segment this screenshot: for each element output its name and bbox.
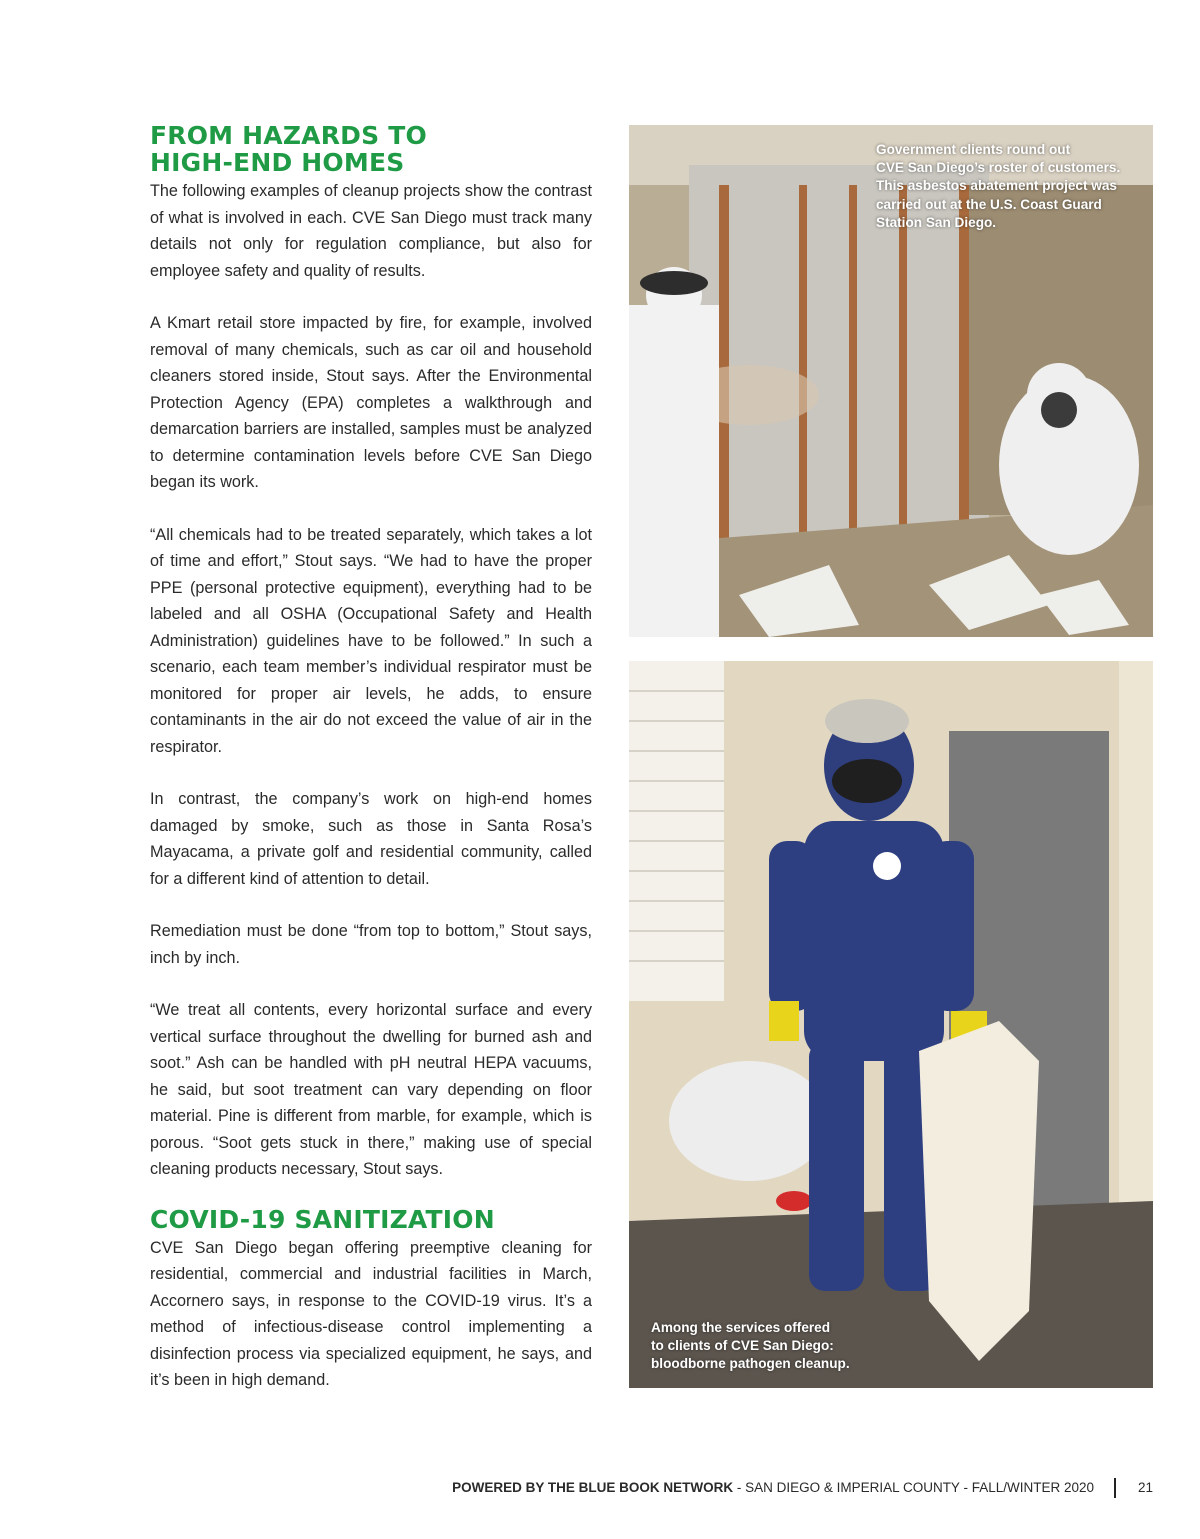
- caption-line: CVE San Diego’s roster of customers.: [876, 160, 1121, 176]
- paragraph: The following examples of cleanup projects show the contrast of what is involved in each. CVE San Diego must track many details not only for regulation compliance, but also for employee safety and quality of results.: [150, 182, 592, 280]
- caption-line: Station San Diego.: [876, 214, 997, 230]
- caption-line: bloodborne pathogen cleanup.: [651, 1356, 850, 1372]
- section-heading-hazards: [150, 122, 592, 176]
- paragraph: “We treat all contents, every horizontal surface and every vertical surface throughout the dwelling for burned ash and soot.” Ash can be handled with pH neutral HEPA vacuums, he said, but soot treatment can vary depending on floor material. Pine is different from marble, for example, which is porous. “Soot gets stuck in there,” making use of special cleaning products necessary, Stout says.: [150, 1001, 592, 1178]
- paragraph: CVE San Diego began offering preemptive cleaning for residential, commercial and industrial facilities in March, Accornero says, in response to the COVID-19 virus. It’s a method of infectious-disease control implementing a disinfection process via specialized equipment, he says, and it’s been in high demand.: [150, 1238, 592, 1389]
- article-column: [150, 122, 592, 1420]
- paragraph: In contrast, the company’s work on high-end homes damaged by smoke, such as those in Santa Rosa’s Mayacama, a private golf and residential community, called for a different kind of attention to detail.: [150, 790, 592, 888]
- heading-line: FROM HAZARDS TO: [150, 121, 427, 150]
- paragraph: Remediation must be done “from top to bottom,” Stout says, inch by inch.: [150, 922, 592, 967]
- section-heading-covid: COVID-19 SANITIZATION: [150, 1204, 495, 1234]
- caption-line: to clients of CVE San Diego:: [651, 1338, 834, 1354]
- footer-text: [452, 1480, 1094, 1495]
- heading-line: HIGH-END HOMES: [150, 148, 405, 177]
- footer-divider: [1114, 1478, 1116, 1498]
- photo-pathogen-illustration: [629, 661, 1153, 1388]
- paragraph: A Kmart retail store impacted by fire, for example, involved removal of many chemicals, such as car oil and household cleaners stored inside, Stout says. After the Environmental Protection Agency (EPA) completes a walkthrough and demarcation barriers are installed, samples must be analyzed to determine contamination levels before CVE San Diego began its work.: [150, 314, 592, 491]
- photo-asbestos-abatement: [629, 125, 1153, 637]
- photo-caption: [876, 141, 1146, 232]
- page-number: 21: [1138, 1480, 1154, 1495]
- caption-line: Among the services offered: [651, 1320, 831, 1335]
- photo-caption: [651, 1319, 911, 1374]
- page-footer: [0, 1478, 1200, 1500]
- caption-line: This asbestos abatement project was: [876, 178, 1117, 194]
- caption-line: Government clients round out: [876, 142, 1071, 157]
- footer-brand: POWERED BY THE BLUE BOOK NETWORK: [452, 1480, 734, 1495]
- paragraph: “All chemicals had to be treated separately, which takes a lot of time and effort,” Stout says. “We had to have the proper PPE (personal protective equipment), everything had to be labeled and all OSHA (Occupational Safety and Health Administration) guidelines have to be followed.” In such a scenario, each team member’s individual respirator must be monitored for proper air levels, he adds, to ensure contaminants in the air do not exceed the value of air in the respirator.: [150, 525, 592, 756]
- footer-details: - SAN DIEGO & IMPERIAL COUNTY - FALL/WINTER 2020: [733, 1480, 1094, 1495]
- caption-line: carried out at the U.S. Coast Guard: [876, 196, 1102, 212]
- photo-pathogen-cleanup: [629, 661, 1153, 1388]
